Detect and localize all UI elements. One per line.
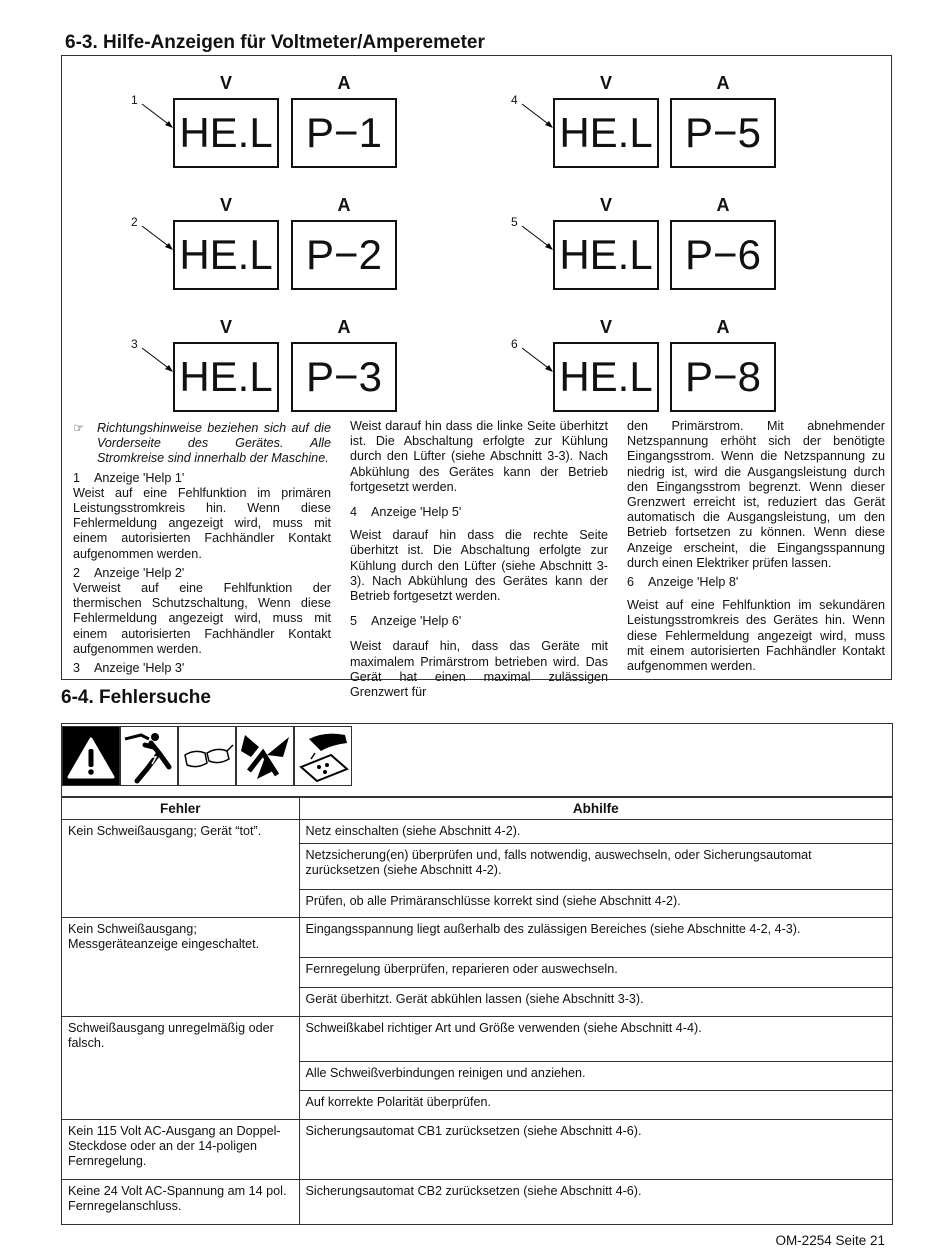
- abhilfe-cell: Gerät überhitzt. Gerät abkühlen lassen (siehe Abschnitt 3-3).: [299, 988, 892, 1017]
- abhilfe-cell: Netzsicherung(en) überprüfen und, falls notwendig, auswechseln, oder Sicherungsautomat zurücksetzen (siehe Abschnitt 4-2).: [299, 844, 892, 890]
- abhilfe-cell: Alle Schweißverbindungen reinigen und anziehen.: [299, 1062, 892, 1091]
- item-text: Weist darauf hin dass die rechte Seite überhitzt ist. Die Abschaltung erfolgte zur Kühlung durch den Lüfter (siehe Abschnitt 3-3). Nach Abkühlung des Gerätes kann der Betrieb fortgesetzt werden.: [350, 528, 608, 604]
- item-heading: Anzeige 'Help 6': [371, 614, 462, 629]
- display-callout-number: 5: [511, 215, 518, 229]
- fehler-cell: Kein Schweißausgang; Gerät “tot”.: [62, 820, 299, 918]
- table-row: [62, 918, 892, 958]
- amperemeter-display: P−2: [291, 220, 397, 290]
- voltmeter-label: V: [219, 317, 232, 337]
- troubleshooting-table-box: [61, 723, 893, 1225]
- moving-parts-icon: [236, 726, 294, 786]
- callout-arrow-icon: [521, 224, 555, 252]
- item-number: 3: [73, 661, 81, 676]
- voltmeter-label: V: [599, 195, 612, 215]
- text-column-3: [627, 419, 885, 678]
- amperemeter-display: P−6: [670, 220, 776, 290]
- display-callout-number: 1: [131, 93, 138, 107]
- column-header-fehler: Fehler: [62, 798, 299, 820]
- abhilfe-cell: Netz einschalten (siehe Abschnitt 4-2).: [299, 820, 892, 844]
- callout-arrow-icon: [141, 346, 175, 374]
- voltmeter-label: V: [219, 195, 232, 215]
- static-sensitive-board-icon: [294, 726, 352, 786]
- amperemeter-display: P−3: [291, 342, 397, 412]
- fehler-cell: Schweißausgang unregelmäßig oder falsch.: [62, 1017, 299, 1120]
- table-row: [62, 820, 892, 844]
- display-callout-number: 6: [511, 337, 518, 351]
- amperemeter-label: A: [337, 317, 351, 337]
- item-heading: Anzeige 'Help 5': [371, 505, 462, 520]
- callout-arrow-icon: [521, 346, 555, 374]
- electric-shock-icon: [120, 726, 178, 786]
- amperemeter-display: P−5: [670, 98, 776, 168]
- voltmeter-display: HE.L: [553, 98, 659, 168]
- warning-icon: [62, 726, 120, 786]
- display-callout-number: 4: [511, 93, 518, 107]
- amperemeter-display: P−8: [670, 342, 776, 412]
- safety-glasses-icon: [178, 726, 236, 786]
- voltmeter-label: V: [599, 73, 612, 93]
- item-number: 6: [627, 575, 635, 590]
- item-heading: Anzeige 'Help 2': [94, 565, 185, 580]
- item-number: 4: [350, 505, 358, 520]
- abhilfe-cell: Schweißkabel richtiger Art und Größe verwenden (siehe Abschnitt 4-4).: [299, 1017, 892, 1062]
- item-number: 1: [73, 470, 81, 485]
- item-text: den Primärstrom. Mit abnehmender Netzspannung erhöht sich der benötigte Eingangsstrom. Wenn die Netzspannung zu niedrig ist, wird die Ausgangsleistung durch den Eingangsstrom begrenzt. Wenn dieser Grenzwert erreicht ist, reduziert das Gerät automatisch die Ausgangsleistung, um den Betrieb fortsetzen zu können. Wenn diese Anzeige erscheint, die Eingangsspannung durch einen Elektriker prüfen lassen.: [627, 419, 885, 570]
- item-number: 5: [350, 614, 358, 629]
- amperemeter-label: A: [716, 317, 730, 337]
- voltmeter-display: HE.L: [553, 220, 659, 290]
- fehler-cell: Kein Schweißausgang; Messgeräteanzeige eingeschaltet.: [62, 918, 299, 1017]
- abhilfe-cell: Eingangsspannung liegt außerhalb des zulässigen Bereiches (siehe Abschnitte 4-2, 4-3).: [299, 918, 892, 958]
- voltmeter-label: V: [599, 317, 612, 337]
- callout-arrow-icon: [141, 224, 175, 252]
- section-title-troubleshooting: 6-4. Fehlersuche: [61, 687, 211, 708]
- item-text: Weist auf eine Fehlfunktion im sekundären Leistungsstromkreis des Gerätes hin. Wenn diese Fehlermeldung angezeigt wird, muss mit einem autorisierten Fachhändler Kontakt aufgenommen werden.: [627, 598, 885, 674]
- troubleshooting-table: [62, 797, 892, 1224]
- voltmeter-display: HE.L: [173, 342, 279, 412]
- item-heading: Anzeige 'Help 8': [648, 575, 739, 590]
- table-row: [62, 1120, 892, 1180]
- fehler-cell: Kein 115 Volt AC-Ausgang an Doppel-Steckdose oder an der 14-poligen Fernregelung.: [62, 1120, 299, 1180]
- item-heading: Anzeige 'Help 1': [94, 470, 185, 485]
- page-footer: OM-2254 Seite 21: [775, 1233, 885, 1248]
- abhilfe-cell: Fernregelung überprüfen, reparieren oder auswechseln.: [299, 958, 892, 988]
- item-text: Verweist auf eine Fehlfunktion der thermischen Schutzschaltung, Wenn diese Fehlermeldung angezeigt wird, muss mit einem autorisierten Fachhändler Kontakt aufgenommen werden.: [73, 581, 331, 656]
- item-text: Weist darauf hin, dass das Geräte mit maximalem Primärstrom betrieben wird. Das Gerät hat einen maximal zulässigen Grenzwert für: [350, 639, 608, 700]
- text-column-2: [350, 419, 608, 704]
- amperemeter-label: A: [716, 73, 730, 93]
- column-header-abhilfe: Abhilfe: [299, 798, 892, 820]
- display-callout-number: 3: [131, 337, 138, 351]
- callout-arrow-icon: [521, 102, 555, 130]
- item-text: Weist auf eine Fehlfunktion im primären Leistungsstromkreis hin. Wenn diese Fehlermeldung angezeigt wird, muss mit einem autorisierten Fachhändler Kontakt aufgenommen werden.: [73, 485, 331, 561]
- voltmeter-display: HE.L: [553, 342, 659, 412]
- abhilfe-cell: Auf korrekte Polarität überprüfen.: [299, 1091, 892, 1120]
- item-heading: Anzeige 'Help 3': [94, 661, 185, 676]
- voltmeter-display: HE.L: [173, 98, 279, 168]
- abhilfe-cell: Prüfen, ob alle Primäranschlüsse korrekt sind (siehe Abschnitt 4-2).: [299, 890, 892, 918]
- amperemeter-label: A: [337, 195, 351, 215]
- amperemeter-label: A: [716, 195, 730, 215]
- callout-arrow-icon: [141, 102, 175, 130]
- section-title-help-displays: 6-3. Hilfe-Anzeigen für Voltmeter/Amperemeter: [65, 32, 485, 53]
- item-text: Weist darauf hin dass die linke Seite überhitzt ist. Die Abschaltung erfolgte zur Kühlung durch den Lüfter (siehe Abschnitt 3-3). Nach Abkühlung des Gerätes kann der Betrieb fortgesetzt werden.: [350, 419, 608, 494]
- fehler-cell: Keine 24 Volt AC-Spannung am 14 pol. Fernregelanschluss.: [62, 1180, 299, 1224]
- voltmeter-label: V: [219, 73, 232, 93]
- item-number: 2: [73, 565, 81, 580]
- table-row: [62, 1017, 892, 1062]
- abhilfe-cell: Sicherungsautomat CB2 zurücksetzen (siehe Abschnitt 4-6).: [299, 1180, 892, 1224]
- voltmeter-display: HE.L: [173, 220, 279, 290]
- pointing-hand-icon: ☞: [73, 421, 85, 435]
- display-callout-number: 2: [131, 215, 138, 229]
- table-row: [62, 1180, 892, 1224]
- abhilfe-cell: Sicherungsautomat CB1 zurücksetzen (siehe Abschnitt 4-6).: [299, 1120, 892, 1180]
- amperemeter-label: A: [337, 73, 351, 93]
- safety-icons-row: [62, 724, 892, 797]
- amperemeter-display: P−1: [291, 98, 397, 168]
- note-text: Richtungshinweise beziehen sich auf die Vorderseite des Gerätes. Alle Stromkreise sind innerhalb der Maschine.: [97, 421, 331, 466]
- text-column-1: [73, 421, 331, 676]
